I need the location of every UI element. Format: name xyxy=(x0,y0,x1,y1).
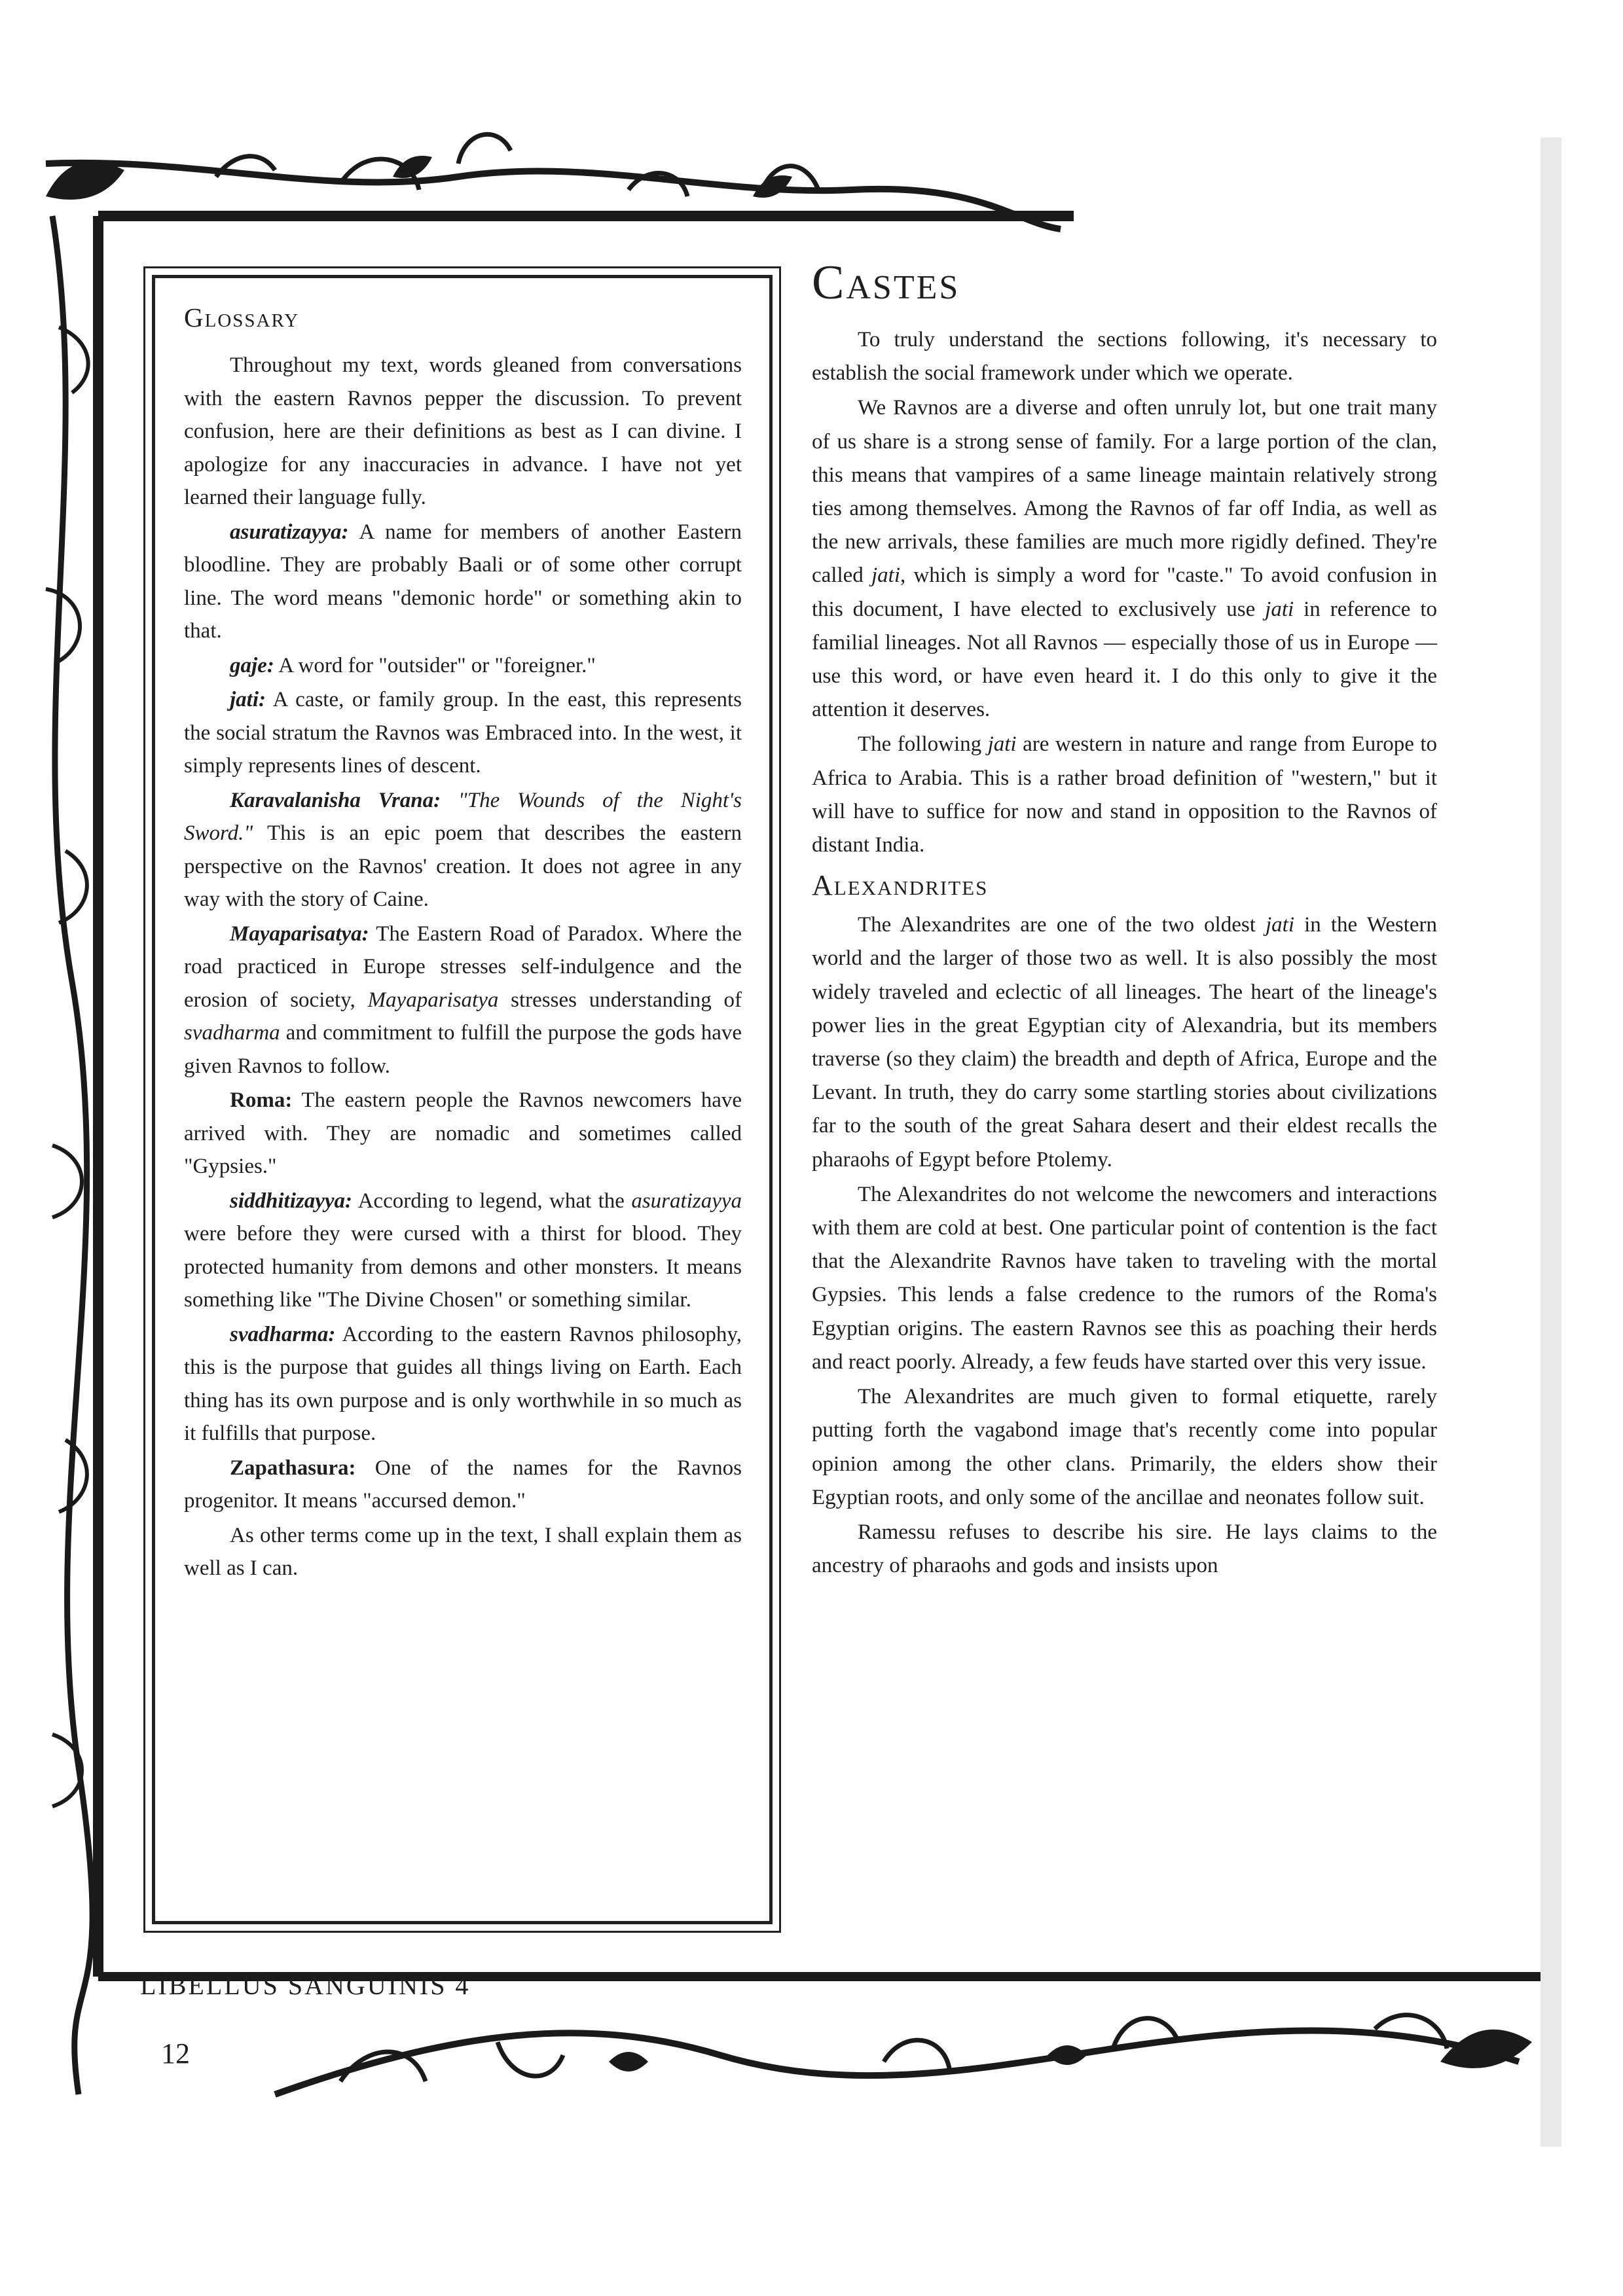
text-run: in reference to familial lineages. Not all Ravnos — especially those of us in Europe — use this word, or have even heard it. I do this only to give it the attention it deserves. xyxy=(812,597,1437,722)
alexandrites-paragraph: The Alexandrites are much given to formal etiquette, rarely putting forth the vagabond image that's recently come into popular opinion among the other clans. Primarily, the elders show their Egyptian roots, and only some of the ancillae and neonates follow suit. xyxy=(812,1385,1437,1509)
glossary-definition: were before they were cursed with a thirst for blood. They protected humanity from demons and other monsters. It means something like "The Divine Chosen" or something similar. xyxy=(184,1222,742,1312)
glossary-term: jati: xyxy=(230,688,266,711)
page-number: 12 xyxy=(161,2037,190,2070)
glossary-definition: stresses understanding of xyxy=(498,988,742,1012)
glossary-term: svadharma: xyxy=(230,1322,336,1346)
glossary-definition: A caste, or family group. In the east, this represents the social stratum the Ravnos was Embraced into. In the west, it simply represents lines of descent. xyxy=(184,688,742,778)
glossary-term: asuratizayya: xyxy=(230,520,349,544)
glossary-entry xyxy=(184,1084,742,1183)
glossary-definition: A word for "outsider" or "foreigner." xyxy=(274,653,596,677)
book-title-footer: LIBELLUS SANGUINIS 4 xyxy=(140,1971,471,2000)
castes-paragraph xyxy=(812,391,1437,726)
glossary-entry xyxy=(184,683,742,783)
glossary-definition-italic: asuratizayya xyxy=(631,1189,742,1213)
glossary-sidebar xyxy=(152,275,773,1924)
glossary-entry xyxy=(184,516,742,648)
glossary-term: Zapathasura: xyxy=(230,1456,356,1480)
glossary-definition: One of the names for the Ravnos progenitor. It means "accursed demon." xyxy=(184,1456,742,1513)
top-left-leaf-icon xyxy=(46,162,124,200)
text-run: The following xyxy=(858,732,988,757)
italic-term: jati xyxy=(1265,597,1294,621)
alexandrites-paragraph: The Alexandrites do not welcome the newcomers and interactions with them are cold at best. One particular point of contention is the fact that the Alexandrite Ravnos have taken to traveling with the mortal Gypsies. This lends a false credence to the rumors of the Roma's Egyptian origins. The eastern Ravnos see this as poaching their herds and react poorly. Already, a few feuds have started over this very issue. xyxy=(812,1182,1437,1374)
italic-term: jati xyxy=(1265,913,1294,937)
castes-paragraph xyxy=(812,728,1437,862)
glossary-definition-italic: Mayaparisatya xyxy=(367,988,499,1012)
glossary-term: Karavalanisha Vrana: xyxy=(230,788,441,812)
glossary-definition: The Eastern Road of Paradox. Where the road practiced in Europe stresses self-indulgence and the erosion of society, xyxy=(184,922,742,1012)
glossary-title: Glossary xyxy=(184,302,300,332)
glossary-definition: A name for members of another Eastern bloodline. They are probably Baali or of some other corrupt line. The word means "demonic horde" or something akin to that. xyxy=(184,520,742,643)
text-run: , which is simply a word for "caste." To avoid confusion in this document, I have elected to exclusively use xyxy=(812,564,1437,621)
glossary-definition: and commitment to fulfill the purpose the gods have given Ravnos to follow. xyxy=(184,1021,742,1078)
alexandrites-paragraph: Ramessu refuses to describe his sire. He lays claims to the ancestry of pharaohs and gods and insists upon xyxy=(812,1520,1437,1578)
bottom-vine xyxy=(275,2031,1519,2095)
glossary-entry xyxy=(184,649,742,683)
alexandrites-heading: Alexandrites xyxy=(812,869,989,902)
glossary-entry xyxy=(184,1452,742,1518)
text-run: The Alexandrites are one of the two oldest xyxy=(858,913,1266,937)
glossary-term: siddhitizayya: xyxy=(230,1189,352,1213)
glossary-definition-italic: "The Wounds of the Night's Sword." xyxy=(184,788,742,845)
glossary-term: gaje: xyxy=(230,653,274,677)
italic-term: jati xyxy=(871,564,900,588)
glossary-intro: Throughout my text, words gleaned from conversations with the eastern Ravnos pepper the discussion. To prevent confusion, here are their definitions as best as I can divine. I apologize for any inaccuracies in advance. I have not yet learned their language fully. xyxy=(184,353,742,509)
text-run: are western in nature and range from Europe to Africa to Arabia. This is a rather broad definition of "western," but it will have to suffice for now and stand in opposition to the Ravnos of distant India. xyxy=(812,732,1437,857)
page-margin-shadow xyxy=(1541,137,1561,2147)
glossary-term: Roma: xyxy=(230,1088,293,1112)
glossary-definition: The eastern people the Ravnos newcomers have arrived with. They are nomadic and sometimes called "Gypsies." xyxy=(184,1088,742,1178)
italic-term: jati xyxy=(987,732,1017,757)
glossary-term: Mayaparisatya: xyxy=(230,922,369,946)
main-column xyxy=(812,257,1437,1584)
glossary-outro: As other terms come up in the text, I shall explain them as well as I can. xyxy=(184,1523,742,1580)
castes-heading: Castes xyxy=(812,256,960,310)
glossary-definition: According to the eastern Ravnos philosophy, this is the purpose that guides all things living on Earth. Each thing has its own purpose and is only worthwhile in so much as it fulfills that purpose. xyxy=(184,1322,742,1445)
glossary-entry xyxy=(184,784,742,916)
alexandrites-paragraph xyxy=(812,908,1437,1177)
glossary-entry xyxy=(184,1318,742,1450)
text-run: in the Western world and the larger of those two as well. It is also possibly the most widely traveled and eclectic of all lineages. The heart of the lineage's power lies in the great Egyptian city of Alexandria, but its members traverse (so they claim) the breadth and depth of Africa, Europe and the Levant. In truth, they do carry some startling stories about civilizations far to the south of the great Sahara desert and their eldest recalls the pharaohs of Egypt before Ptolemy. xyxy=(812,913,1437,1172)
glossary-entry xyxy=(184,918,742,1083)
glossary-definition: According to legend, what the xyxy=(352,1189,632,1213)
castes-paragraph: To truly understand the sections following, it's necessary to establish the social framework under which we operate. xyxy=(812,328,1437,386)
glossary-definition-italic: svadharma xyxy=(184,1021,280,1045)
glossary-entry xyxy=(184,1185,742,1317)
text-run: We Ravnos are a diverse and often unruly lot, but one trait many of us share is a strong sense of family. For a large portion of the clan, this means that vampires of a same lineage maintain relatively strong ties among themselves. Among the Ravnos of far off India, as well as the new arrivals, these families are much more rigidly defined. They're called xyxy=(812,396,1437,588)
glossary-definition: This is an epic poem that describes the eastern perspective on the Ravnos' creation. It does not agree in any way with the story of Caine. xyxy=(184,821,742,911)
